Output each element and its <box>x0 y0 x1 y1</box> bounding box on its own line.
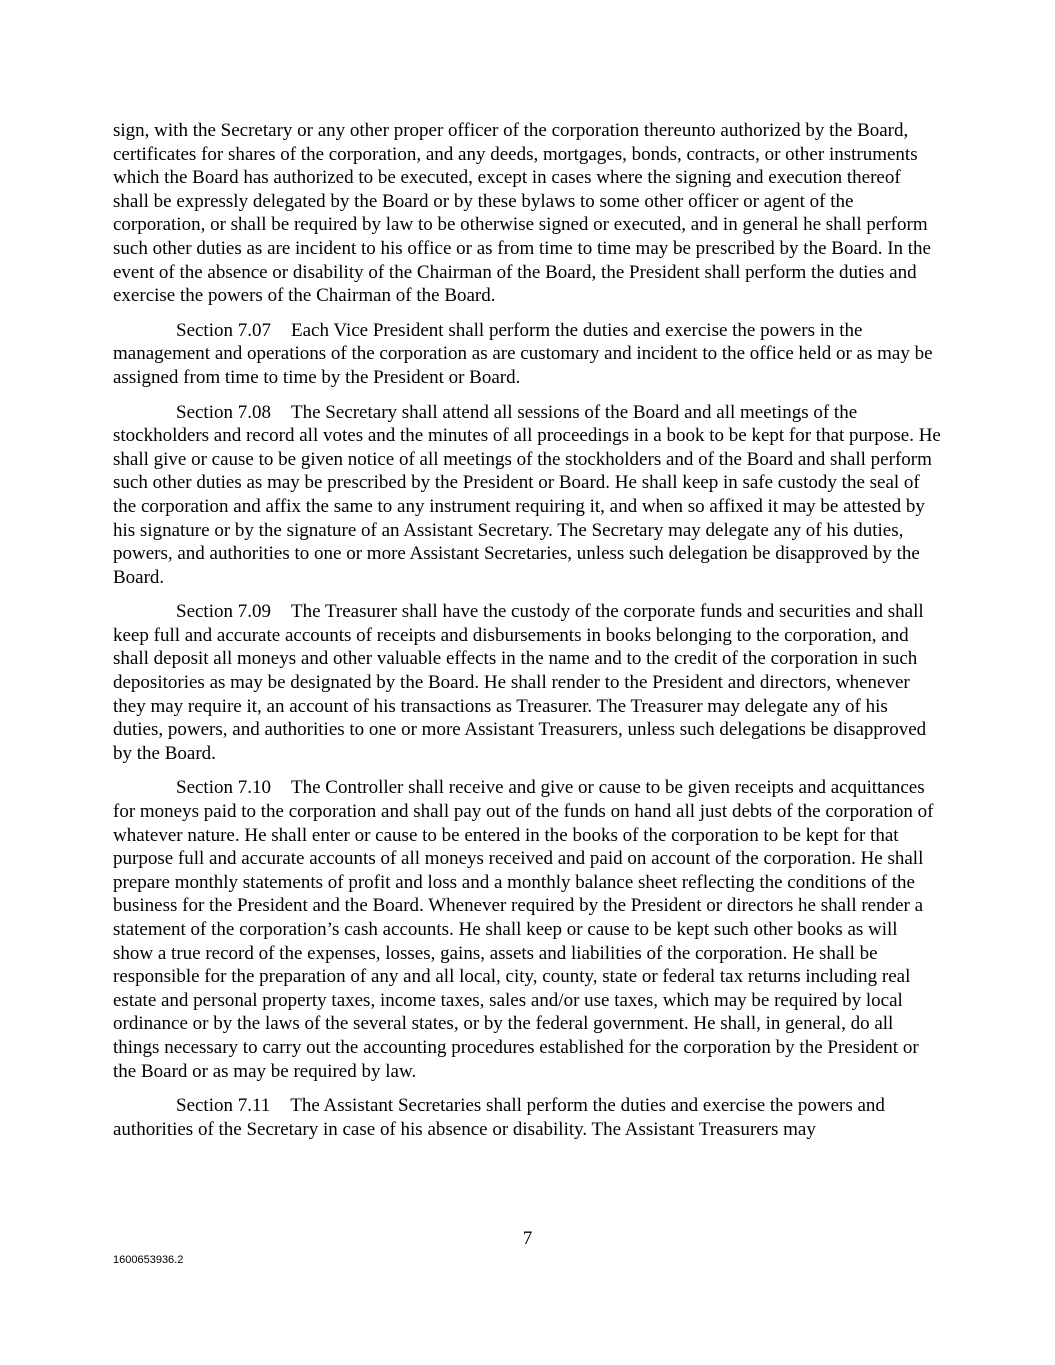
section-7-07-paragraph <box>113 319 941 390</box>
section-text: The Treasurer shall have the custody of the corporate funds and securities and shall keep full and accurate accounts of receipts and disbursements in books belonging to the corporation, and shall deposit all moneys and other valuable effects in the name and to the credit of the corporation in such depositories as may be designated by the Board. He shall render to the President and directors, whenever they may require it, an account of his transactions as Treasurer. The Treasurer may delegate any of his duties, powers, and authorities to one or more Assistant Treasurers, unless such delegations be disapproved by the Board. <box>113 601 927 764</box>
section-7-10-paragraph <box>113 776 941 1083</box>
section-label: Section 7.09 <box>176 601 271 623</box>
section-label: Section 7.10 <box>176 777 271 799</box>
section-text: The Controller shall receive and give or cause to be given receipts and acquittances for moneys paid to the corporation and shall pay out of the funds on hand all just debts of the corporation of whatever nature. He shall enter or cause to be entered in the books of the corporation to be kept for that purpose full and accurate accounts of all moneys received and paid on account of the corporation. He shall prepare monthly statements of profit and loss and a monthly balance sheet reflecting the conditions of the business for the President and the Board. Whenever required by the President or directors he shall render a statement of the corporation’s cash accounts. He shall keep or cause to be kept such other books as will show a true record of the expenses, losses, gains, assets and liabilities of the corporation. He shall be responsible for the preparation of any and all local, city, county, state or federal tax returns including real estate and personal property taxes, income taxes, sales and/or use taxes, which may be required by local ordinance or by the laws of the several states, or by the federal government. He shall, in general, do all things necessary to carry out the accounting procedures established for the corporation by the President or the Board or as may be required by law. <box>113 777 934 1082</box>
section-7-09-paragraph <box>113 600 941 765</box>
section-label: Section 7.08 <box>176 401 271 423</box>
section-text: Each Vice President shall perform the duties and exercise the powers in the management and operations of the corporation as are customary and incident to the office held or as may be assigned from time to time by the President or Board. <box>113 319 933 388</box>
section-7-08-paragraph <box>113 401 941 590</box>
section-label: Section 7.11 <box>176 1095 271 1117</box>
page-number: 7 <box>522 1228 533 1249</box>
section-label: Section 7.07 <box>176 319 271 341</box>
continuation-paragraph: sign, with the Secretary or any other proper officer of the corporation thereunto authorized by the Board, certificates for shares of the corporation, and any deeds, mortgages, bonds, contracts, or other instruments which the Board has authorized to be executed, except in cases where the signing and execution thereof shall be expressly delegated by the Board or by these bylaws to some other officer or agent of the corporation, or shall be required by law to be otherwise signed or executed, and in general he shall perform such other duties as are incident to his office or as from time to time may be prescribed by the Board. In the event of the absence or disability of the Chairman of the Board, the President shall perform the duties and exercise the powers of the Chairman of the Board. <box>113 120 931 307</box>
document-id: 1600653936.2 <box>113 1254 184 1266</box>
section-7-11-paragraph <box>113 1094 941 1141</box>
section-text: The Secretary shall attend all sessions of the Board and all meetings of the stockholders and record all votes and the minutes of all proceedings in a book to be kept for that purpose. He shall give or cause to be given notice of all meetings of the stockholders and of the Board and shall perform such other duties as may be prescribed by the President or Board. He shall keep in safe custody the seal of the corporation and affix the same to any instrument requiring it, and when so affixed it may be attested by his signature or by the signature of an Assistant Secretary. The Secretary may delegate any of his duties, powers, and authorities to one or more Assistant Secretaries, unless such delegation be disapproved by the Board. <box>113 401 941 588</box>
section-text: The Assistant Secretaries shall perform the duties and exercise the powers and authorities of the Secretary in case of his absence or disability. The Assistant Treasurers may <box>113 1095 885 1140</box>
body-text <box>113 119 941 1152</box>
